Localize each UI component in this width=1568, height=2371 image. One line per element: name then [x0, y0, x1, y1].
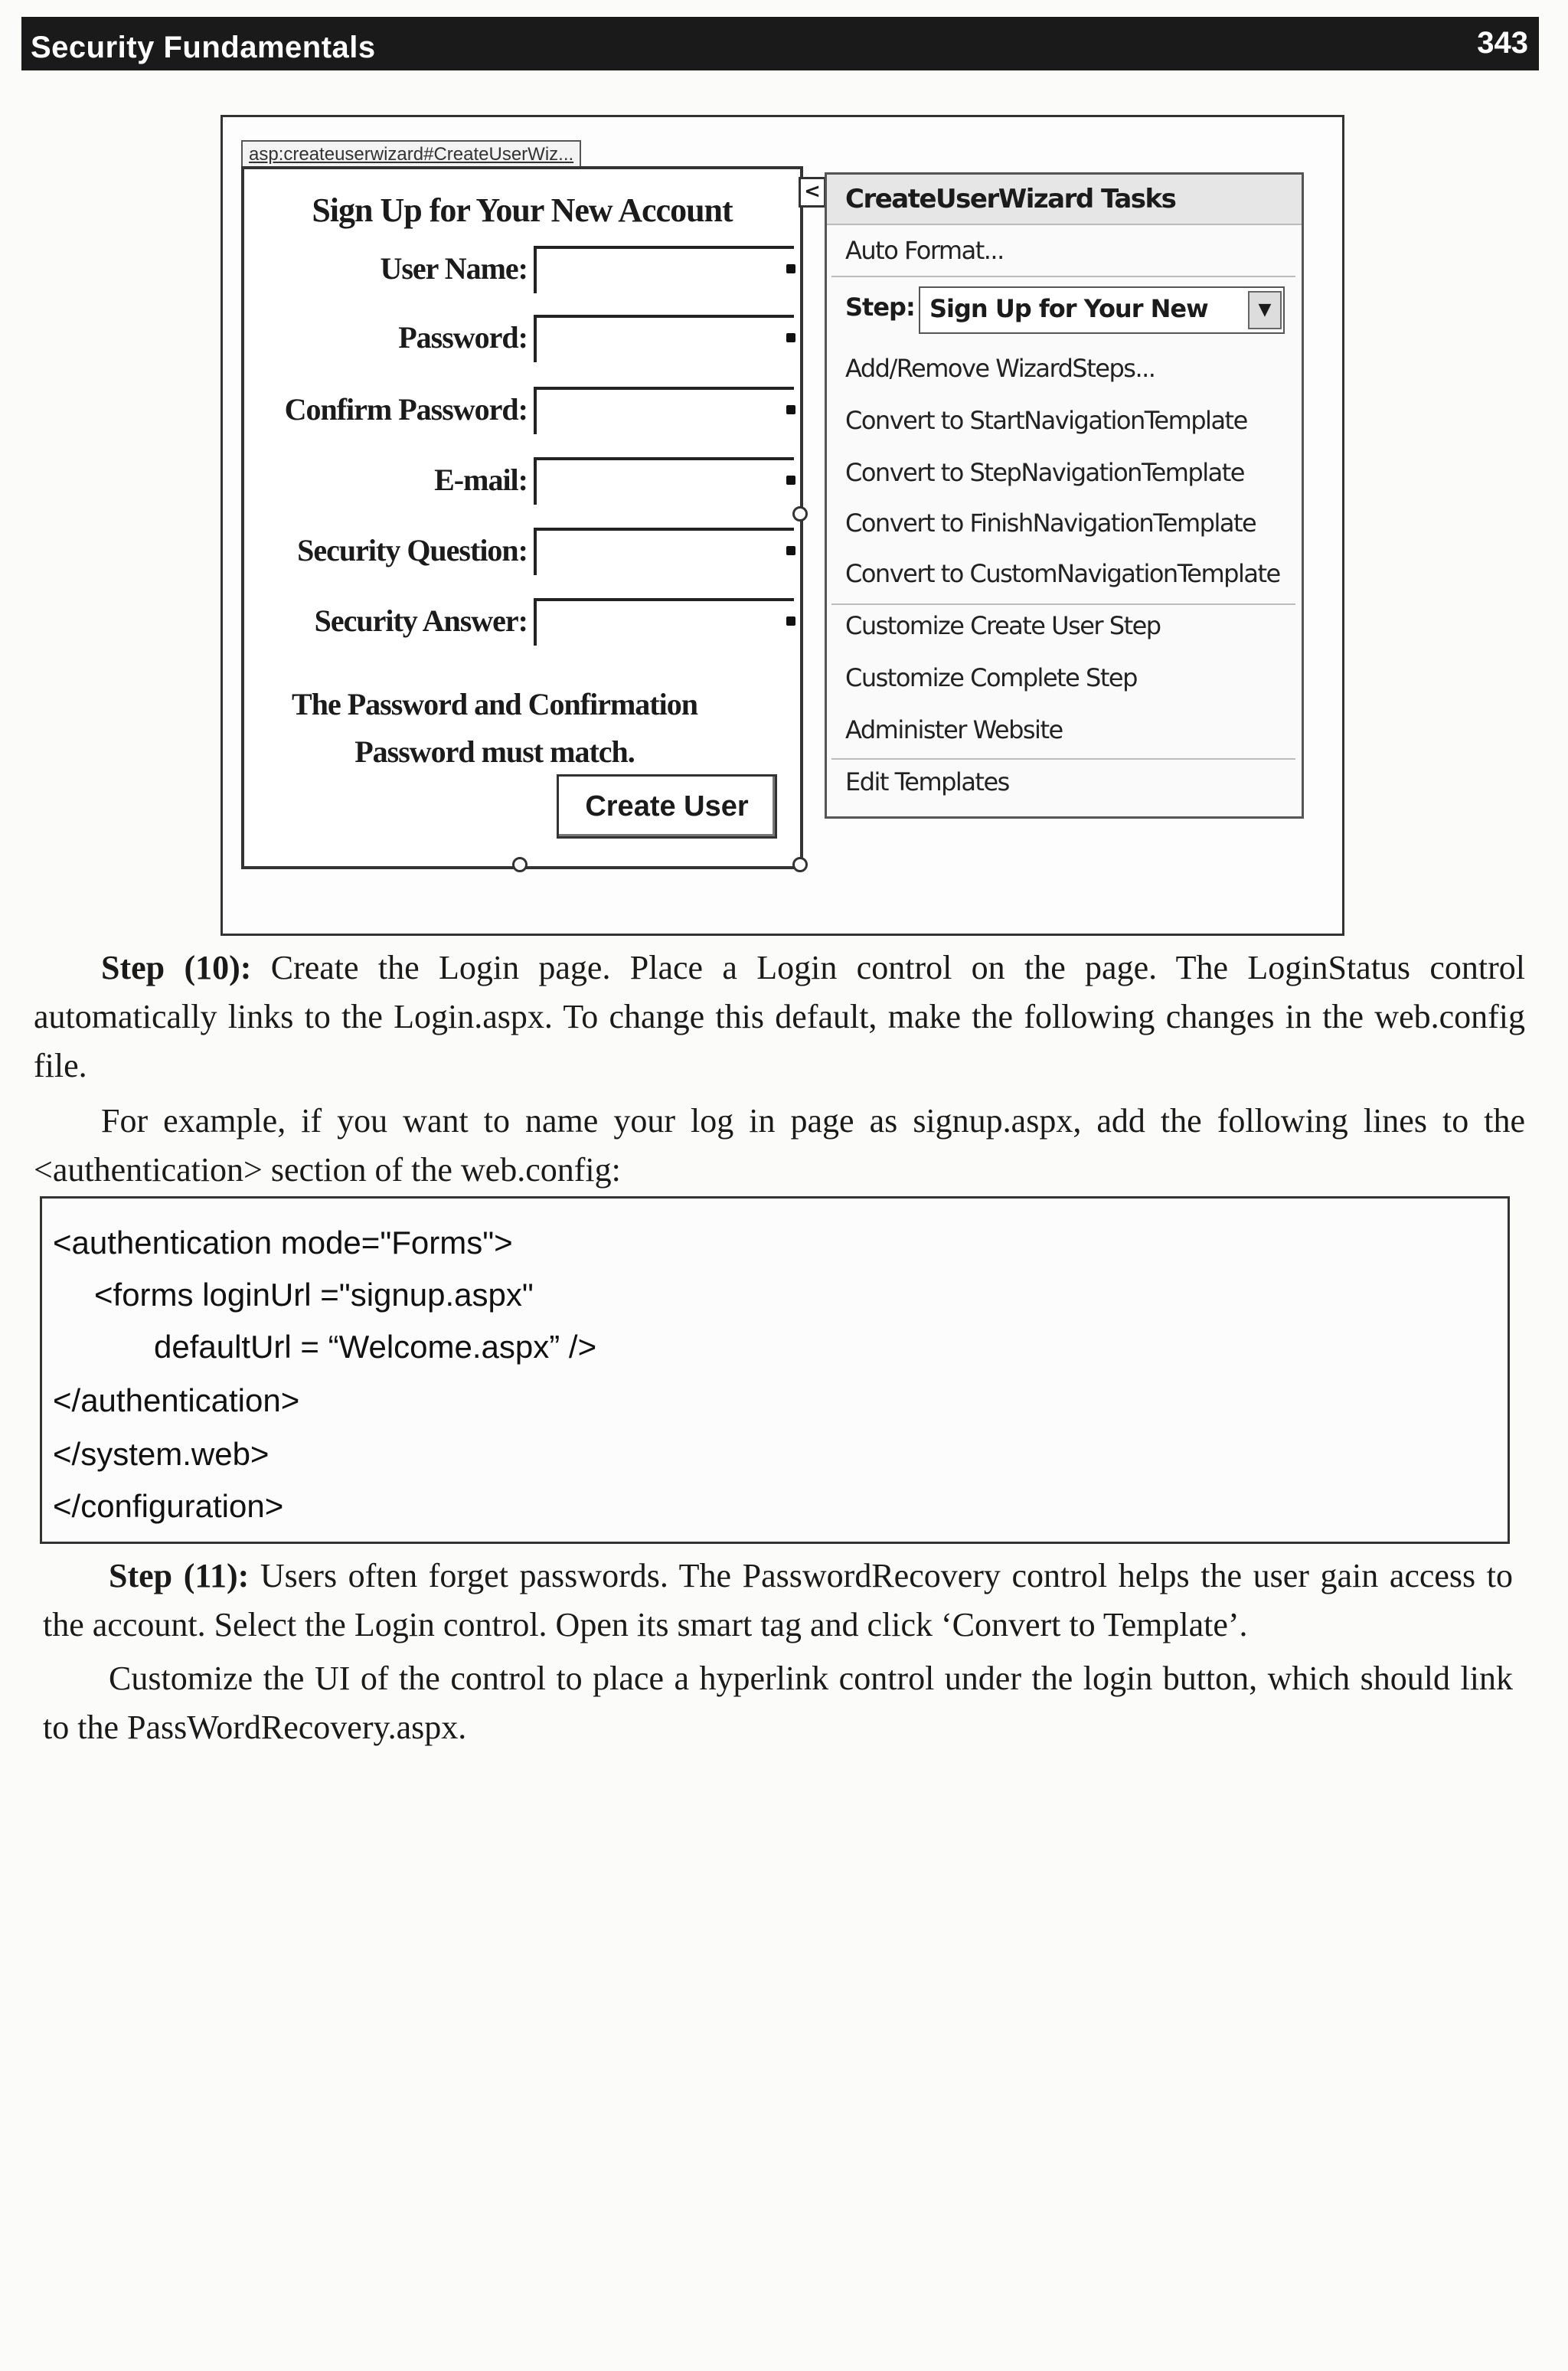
- field-label: Password:: [398, 320, 528, 355]
- field-row-email: [244, 454, 800, 509]
- resize-handle[interactable]: [792, 506, 808, 522]
- example-paragraph: For example, if you want to name your log in page as signup.aspx, add the following lines to the <authentication> section of the web.config:: [34, 1102, 1525, 1189]
- step-dropdown-value: Sign Up for Your New: [929, 294, 1208, 323]
- wizard-title: Sign Up for Your New Account: [312, 191, 733, 229]
- code-line: <authentication mode="Forms">: [53, 1225, 513, 1261]
- user-name-input[interactable]: [534, 246, 794, 293]
- task-add-remove-wizard-steps[interactable]: Add/Remove WizardSteps...: [845, 354, 1155, 383]
- code-line: </configuration>: [53, 1488, 284, 1524]
- field-label: E-mail:: [434, 463, 528, 497]
- task-auto-format[interactable]: Auto Format...: [845, 236, 1004, 265]
- chapter-title: Security Fundamentals: [31, 31, 376, 64]
- security-answer-input[interactable]: [534, 598, 794, 646]
- resize-handle[interactable]: [792, 857, 808, 872]
- required-marker: [786, 405, 795, 414]
- compare-message-line: Password must match.: [354, 734, 635, 769]
- dropdown-arrow-icon[interactable]: ▼: [1248, 291, 1282, 329]
- security-question-input[interactable]: [534, 528, 794, 575]
- required-marker: [786, 333, 795, 342]
- field-row-security-question: [244, 525, 800, 580]
- field-label: Confirm Password:: [284, 392, 528, 427]
- field-label: Security Question:: [297, 533, 528, 567]
- step10-paragraph: [34, 943, 1525, 1091]
- step-label: Step:: [845, 293, 915, 322]
- divider: [831, 603, 1295, 605]
- step10-text: Create the Login page. Place a Login control on the page. The LoginStatus control automatically links to the Login.aspx. To change this default, make the following changes in the web.config file.: [34, 949, 1526, 1084]
- step11-paragraph: [43, 1552, 1513, 1650]
- step10-label: Step (10):: [101, 949, 252, 986]
- field-row-confirm-password: [244, 384, 800, 439]
- step-selector-row: [845, 286, 1297, 332]
- field-label: Security Answer:: [314, 603, 528, 638]
- create-user-wizard[interactable]: [241, 166, 803, 869]
- divider: [831, 276, 1295, 277]
- task-edit-templates[interactable]: Edit Templates: [845, 767, 1009, 796]
- field-row-user-name: [244, 243, 800, 298]
- smart-tag-tasks-panel: [825, 172, 1304, 819]
- page-header: [21, 17, 1539, 70]
- code-line: </system.web>: [53, 1436, 270, 1472]
- step11-text: Users often forget passwords. The PasswordRecovery control helps the user gain access to the account. Select the Login control. Open its smart tag and click ‘Convert to Template’.: [43, 1557, 1514, 1643]
- task-customize-create-user-step[interactable]: Customize Create User Step: [845, 611, 1161, 640]
- password-input[interactable]: [534, 315, 794, 362]
- confirm-password-input[interactable]: [534, 387, 794, 434]
- task-convert-step-navigation[interactable]: Convert to StepNavigationTemplate: [845, 458, 1244, 487]
- required-marker: [786, 264, 795, 273]
- create-user-button[interactable]: Create User: [557, 774, 777, 839]
- code-line: <forms loginUrl ="signup.aspx": [94, 1277, 534, 1313]
- compare-validator-message: [244, 681, 745, 776]
- task-customize-complete-step[interactable]: Customize Complete Step: [845, 663, 1137, 692]
- task-convert-finish-navigation[interactable]: Convert to FinishNavigationTemplate: [845, 509, 1256, 538]
- compare-message-line: The Password and Confirmation: [292, 687, 697, 721]
- resize-handle[interactable]: [512, 857, 528, 872]
- code-line: </authentication>: [53, 1382, 300, 1418]
- field-row-password: [244, 312, 800, 367]
- step11-label: Step (11):: [109, 1557, 250, 1594]
- figure-screenshot: [220, 115, 1344, 936]
- task-convert-custom-navigation[interactable]: Convert to CustomNavigationTemplate: [845, 559, 1280, 588]
- email-input[interactable]: [534, 457, 794, 505]
- smart-tag-arrow-icon[interactable]: <: [799, 177, 826, 208]
- page-number: 343: [1477, 26, 1528, 60]
- field-row-security-answer: [244, 595, 800, 650]
- field-label: User Name:: [380, 251, 528, 286]
- customize-paragraph: Customize the UI of the control to place a hyperlink control under the login button, which should link to the PassWordRecovery.aspx.: [43, 1660, 1513, 1746]
- task-convert-start-navigation[interactable]: Convert to StartNavigationTemplate: [845, 406, 1247, 435]
- step-dropdown[interactable]: [919, 286, 1285, 334]
- required-marker: [786, 476, 795, 485]
- code-block: [40, 1196, 1510, 1544]
- tasks-header: [827, 175, 1302, 225]
- control-tag-label: asp:createuserwizard#CreateUserWiz...: [241, 140, 581, 169]
- code-line: defaultUrl = “Welcome.aspx” />: [154, 1329, 597, 1365]
- required-marker: [786, 546, 795, 555]
- divider: [831, 758, 1295, 760]
- task-administer-website[interactable]: Administer Website: [845, 715, 1063, 744]
- required-marker: [786, 616, 795, 626]
- tasks-header-title: CreateUserWizard Tasks: [845, 184, 1176, 214]
